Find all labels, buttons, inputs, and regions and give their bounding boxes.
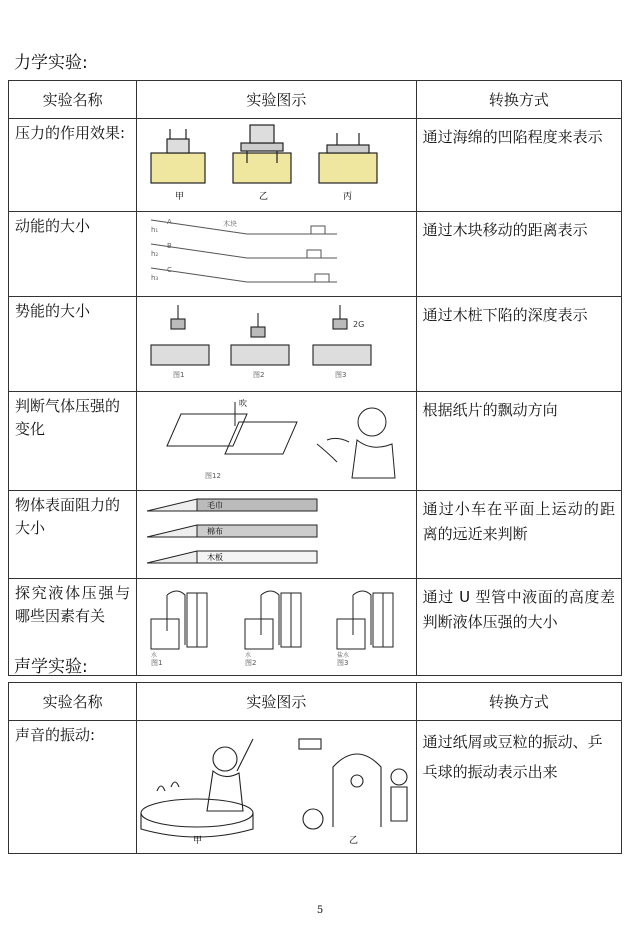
label-water: 水 [245, 652, 252, 659]
table-row [9, 579, 622, 676]
figure-gas [137, 392, 416, 491]
label-yi: 乙 [259, 192, 269, 202]
mechanics-table [8, 80, 622, 676]
table-row [9, 297, 622, 392]
experiment-name: 物体表面阻力的大小 [15, 496, 121, 537]
label-fig2: 图2 [253, 371, 265, 379]
label-yi: 乙 [349, 836, 359, 846]
label-saltwater: 盐水 [337, 652, 350, 659]
experiment-name: 声音的振动: [15, 726, 96, 744]
experiment-name: 压力的作用效果: [15, 124, 126, 142]
label-fig1: 图1 [173, 371, 185, 379]
label-fig12: 图12 [205, 472, 222, 480]
label-bing: 丙 [343, 192, 353, 202]
experiment-name: 动能的大小 [15, 217, 91, 235]
method-text: 通过海绵的凹陷程度来表示 [422, 128, 603, 146]
method-text: 根据纸片的飘动方向 [422, 401, 558, 419]
figure-potential [137, 297, 416, 392]
header-name: 实验名称 [9, 683, 137, 721]
label-water: 水 [151, 652, 158, 659]
header-method: 转换方式 [416, 81, 621, 119]
pile-driving-figure [137, 297, 416, 387]
section-title-acoustics: 声学实验: [14, 657, 88, 677]
label-c: C [167, 266, 173, 274]
sponge-pressure-figure [137, 119, 416, 207]
label-fig3: 图3 [337, 659, 349, 667]
table-header-row [9, 81, 622, 119]
label-b: B [167, 242, 173, 250]
method-text: 通过木桩下陷的深度表示 [422, 306, 588, 324]
sound-vibration-figure [137, 721, 416, 849]
method-text: 通过纸屑或豆粒的振动、乒乓球的振动表示出来 [422, 733, 603, 781]
label-fig3: 图3 [335, 371, 347, 379]
label-h1: h₁ [151, 226, 159, 234]
method-text: 通过木块移动的距离表示 [422, 221, 588, 239]
label-fig1: 图1 [151, 659, 163, 667]
label-wood: 木板 [207, 553, 224, 562]
table-row [9, 212, 622, 297]
label-h3: h₃ [151, 274, 159, 282]
table-row [9, 392, 622, 491]
experiment-name: 探究液体压强与哪些因素有关 [15, 584, 131, 625]
experiment-name: 势能的大小 [15, 302, 91, 320]
label-towel: 毛巾 [207, 501, 224, 510]
method-text: 通过 U 型管中液面的高度差判断液体压强的大小 [422, 588, 615, 631]
u-tube-figure [137, 579, 416, 671]
figure-pressure [137, 119, 416, 212]
section-title-mechanics: 力学实验: [14, 53, 88, 73]
figure-friction [137, 491, 416, 579]
label-jia: 甲 [193, 836, 203, 846]
header-method: 转换方式 [416, 683, 621, 721]
table-row [9, 119, 622, 212]
experiment-name: 判断气体压强的变化 [15, 397, 121, 438]
header-figure: 实验图示 [137, 81, 416, 119]
label-block: 木块 [223, 220, 238, 228]
table-header-row [9, 683, 622, 721]
figure-sound [137, 721, 416, 854]
label-cotton: 棉布 [207, 527, 224, 536]
label-h2: h₂ [151, 250, 159, 258]
ramp-block-figure [137, 212, 416, 292]
label-a: A [167, 218, 172, 226]
label-jia: 甲 [175, 192, 185, 202]
figure-kinetic [137, 212, 416, 297]
label-2g: 2G [353, 320, 365, 329]
table-row [9, 721, 622, 854]
paper-blowing-figure [137, 392, 416, 486]
label-blow: 吹 [239, 399, 248, 408]
page-number: 5 [316, 905, 324, 916]
cart-surface-figure [137, 491, 416, 574]
label-fig2: 图2 [245, 659, 257, 667]
header-name: 实验名称 [9, 81, 137, 119]
figure-liquid [137, 579, 416, 676]
acoustics-table [8, 682, 622, 854]
method-text: 通过小车在平面上运动的距离的远近来判断 [422, 500, 615, 543]
table-row [9, 491, 622, 579]
header-figure: 实验图示 [137, 683, 416, 721]
